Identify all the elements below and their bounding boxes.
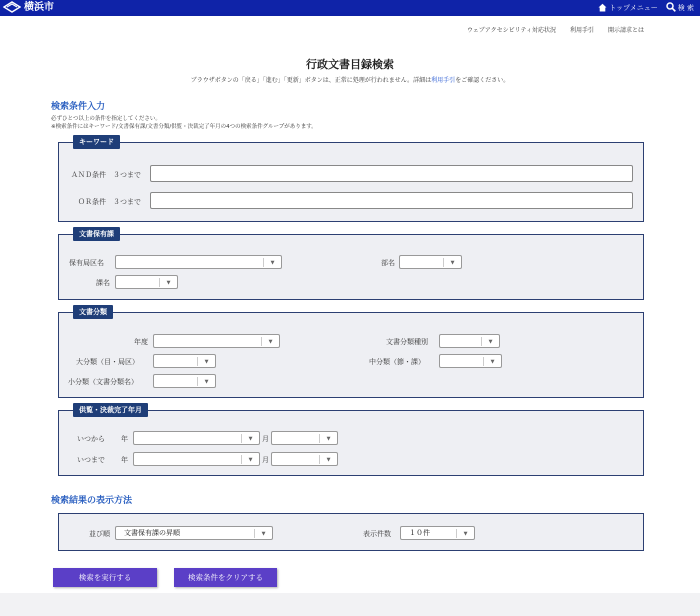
classification-legend: 文書分類 xyxy=(73,305,113,319)
top-bar xyxy=(0,0,700,16)
from-month-label: 月 xyxy=(262,435,269,443)
or-condition-label: ＯＲ条件 ３つまで xyxy=(78,198,141,206)
city-logo[interactable] xyxy=(3,1,54,15)
middle-class-label: 中分類（節・課） xyxy=(369,358,425,366)
clear-conditions-button[interactable]: 検索条件をクリアする xyxy=(174,568,277,587)
home-icon xyxy=(598,3,607,14)
conditions-heading: 検索条件入力 xyxy=(51,102,106,112)
page-header xyxy=(0,16,700,98)
from-year-label: 年 xyxy=(121,435,128,443)
search-link[interactable] xyxy=(666,2,694,14)
search-form xyxy=(0,98,700,593)
sort-label: 並び順 xyxy=(89,530,110,538)
accessibility-link[interactable]: ウェブアクセシビリティ対応状況 xyxy=(466,27,556,34)
conditions-hint: 必ずひとつ以上の条件を指定してください。 xyxy=(51,116,161,122)
chevron-down-icon: ▼ xyxy=(159,278,177,287)
yokohama-emblem-icon xyxy=(3,1,21,15)
minor-class-select[interactable] xyxy=(153,374,216,388)
dept-label: 部名 xyxy=(381,259,395,267)
chevron-down-icon: ▼ xyxy=(483,357,501,366)
chevron-down-icon: ▼ xyxy=(319,455,337,464)
or-keyword-input[interactable] xyxy=(150,192,633,209)
usage-guide-link[interactable]: 利用手引 xyxy=(569,27,594,34)
major-class-select[interactable] xyxy=(153,354,216,368)
year-label: 年度 xyxy=(134,338,148,346)
from-year-select[interactable] xyxy=(133,431,260,445)
to-year-label: 年 xyxy=(121,456,128,464)
chevron-down-icon: ▼ xyxy=(456,529,474,538)
top-menu-label: トップメニュー xyxy=(609,4,658,12)
keyword-group xyxy=(58,138,644,222)
doc-type-label: 文書分類種別 xyxy=(386,338,428,346)
sort-select[interactable] xyxy=(115,526,273,540)
search-label: 検 索 xyxy=(677,4,694,12)
chevron-down-icon: ▼ xyxy=(254,529,272,538)
sort-value: 文書保有課の昇順 xyxy=(124,529,180,537)
search-icon xyxy=(666,2,676,14)
disclosure-request-link[interactable]: 開示請求とは xyxy=(607,27,644,34)
top-menu-link[interactable] xyxy=(598,3,658,14)
execute-search-button[interactable]: 検索を実行する xyxy=(53,568,157,587)
chevron-down-icon: ▼ xyxy=(197,377,215,386)
chevron-down-icon: ▼ xyxy=(443,258,461,267)
completion-group xyxy=(58,406,644,476)
count-value: １０件 xyxy=(409,529,430,537)
middle-class-select[interactable] xyxy=(439,354,502,368)
chevron-down-icon: ▼ xyxy=(481,337,499,346)
count-label: 表示件数 xyxy=(363,530,391,538)
chevron-down-icon: ▼ xyxy=(263,258,281,267)
chevron-down-icon: ▼ xyxy=(197,357,215,366)
chevron-down-icon: ▼ xyxy=(319,434,337,443)
page-title: 行政文書目録検索 xyxy=(306,58,394,71)
count-select[interactable] xyxy=(400,526,475,540)
from-label: いつから xyxy=(77,435,105,443)
minor-class-label: 小分類（文書分類名） xyxy=(68,378,138,386)
to-label: いつまで xyxy=(77,456,105,464)
doc-type-select[interactable] xyxy=(439,334,500,348)
major-class-label: 大分類（目・局区） xyxy=(76,358,139,366)
dept-select[interactable] xyxy=(399,255,462,269)
chevron-down-icon: ▼ xyxy=(241,434,259,443)
section-select[interactable] xyxy=(115,275,178,289)
to-month-label: 月 xyxy=(262,456,269,464)
completion-legend: 供覧・決裁完了年月 xyxy=(73,403,148,417)
notice-text: ブラウザボタンの「戻る」「進む」「更新」ボタンは、正常に処理が行われません。詳細は xyxy=(190,77,432,84)
display-heading: 検索結果の表示方法 xyxy=(51,496,133,506)
notice-guide-link[interactable]: 利用手引 xyxy=(431,77,456,84)
from-month-select[interactable] xyxy=(271,431,338,445)
division-group xyxy=(58,230,644,300)
keyword-legend: キーワード xyxy=(73,135,120,149)
section-label: 課名 xyxy=(96,279,110,287)
page-footer xyxy=(0,593,700,616)
year-select[interactable] xyxy=(153,334,280,348)
division-legend: 文書保有課 xyxy=(73,227,120,241)
conditions-groups-note: ※検索条件にはキーワード/文書保有課/文書分類/供覧・決裁完了年月の4つの検索条件グループがあります。 xyxy=(51,124,317,130)
and-condition-label: ＡＮＤ条件 ３つまで xyxy=(71,171,141,179)
browser-notice xyxy=(0,75,700,84)
city-name: 横浜市 xyxy=(24,2,54,13)
display-group xyxy=(58,513,644,551)
chevron-down-icon: ▼ xyxy=(261,337,279,346)
bureau-select[interactable] xyxy=(115,255,282,269)
chevron-down-icon: ▼ xyxy=(241,455,259,464)
to-month-select[interactable] xyxy=(271,452,338,466)
bureau-label: 保有局区名 xyxy=(69,259,104,267)
notice-text-end: をご確認ください。 xyxy=(455,77,510,84)
and-keyword-input[interactable] xyxy=(150,165,633,182)
to-year-select[interactable] xyxy=(133,452,260,466)
classification-group xyxy=(58,308,644,398)
